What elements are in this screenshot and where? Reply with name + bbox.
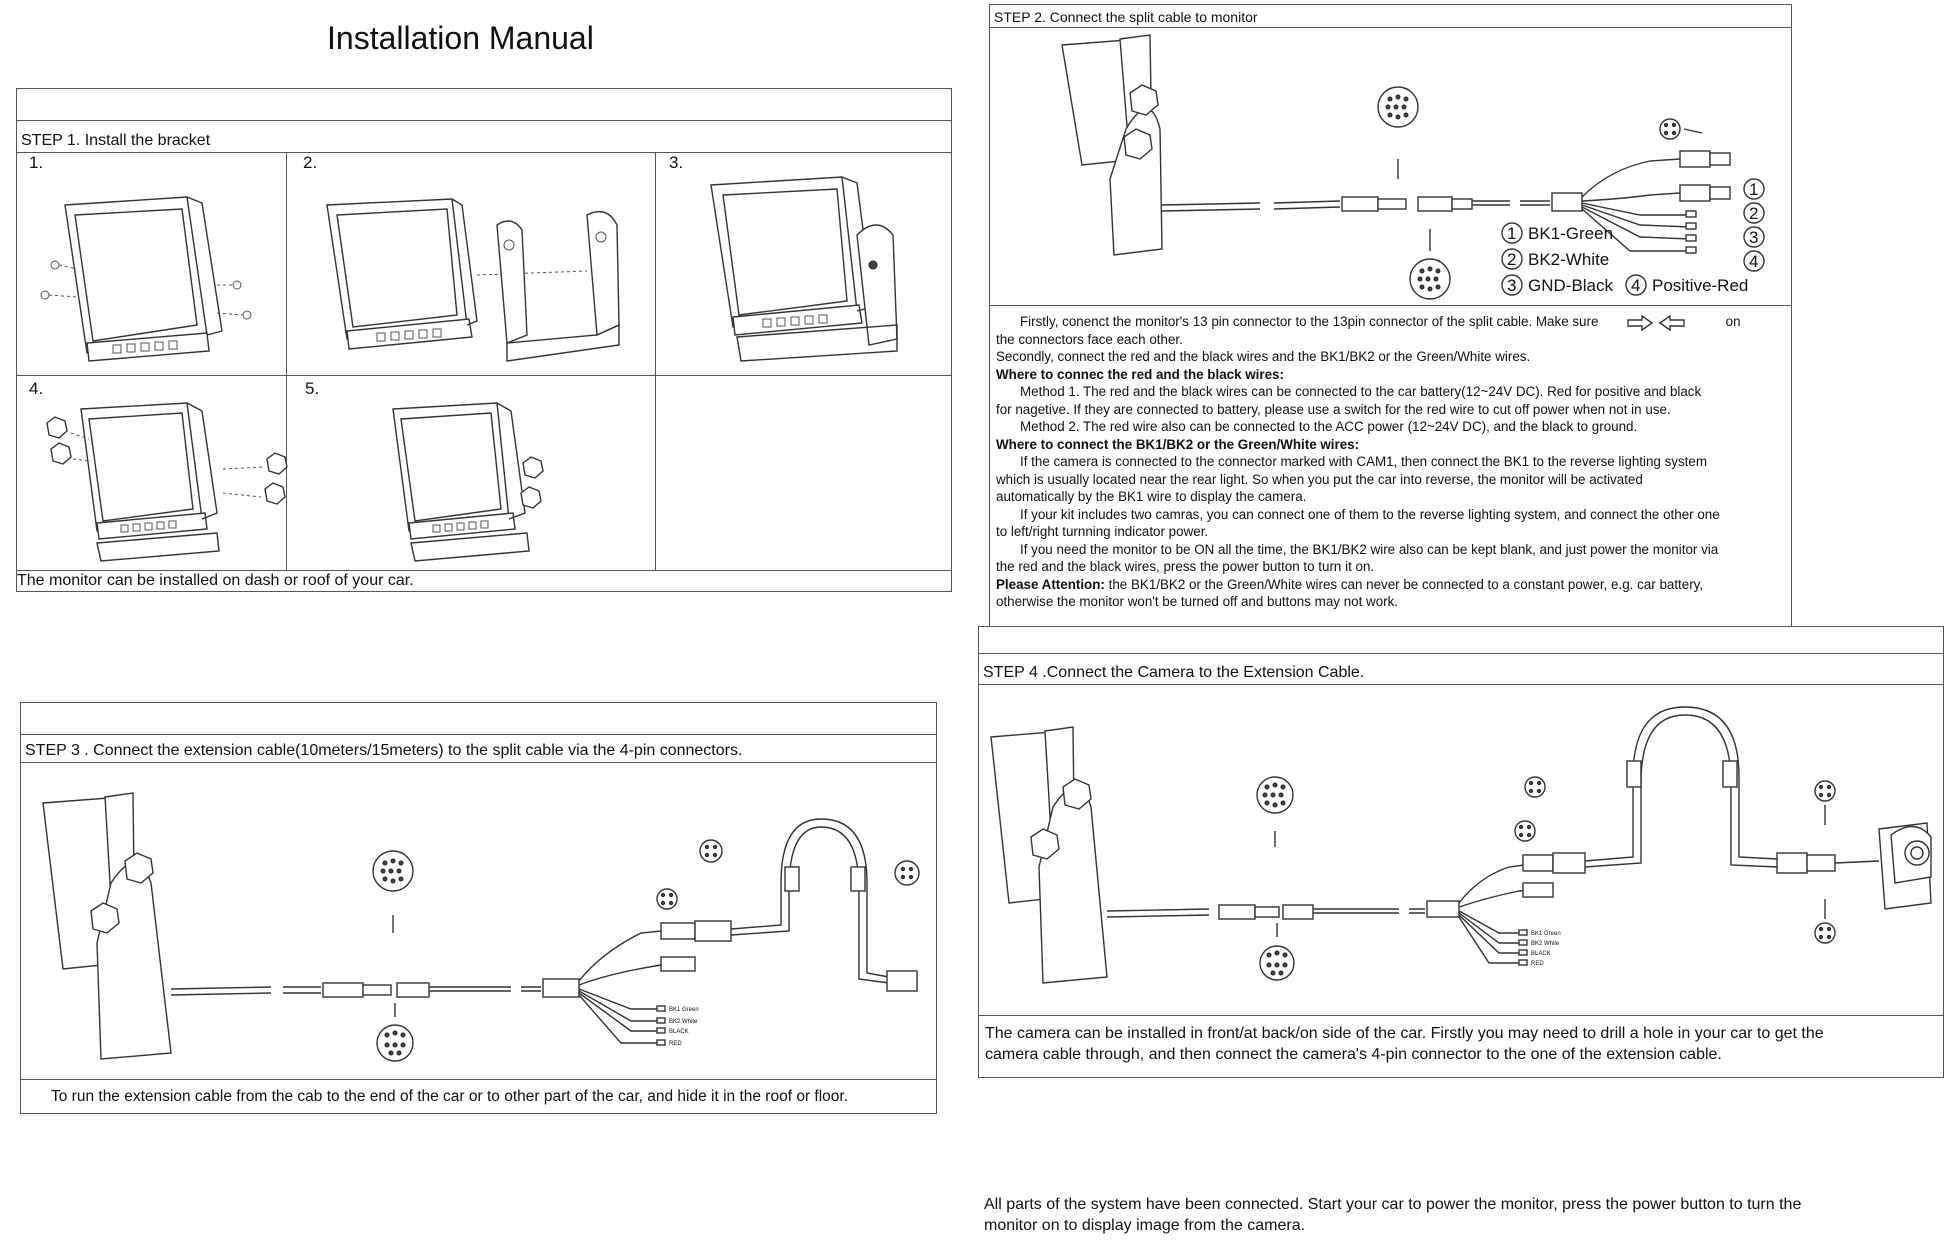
step1-footer: The monitor can be installed on dash or roof of your car.: [17, 572, 414, 589]
step2-panel: [989, 4, 1792, 627]
cell-number-3: 3.: [669, 153, 684, 172]
cell-number-5: 5.: [305, 379, 320, 398]
wire-label-positive-red: Positive-Red: [1652, 276, 1749, 295]
step1-top-strip: [17, 89, 951, 121]
step2-heading-bk: Where to connect the BK1/BK2 or the Green/White wires:: [996, 436, 1360, 452]
wire-legend: [1500, 221, 1749, 301]
step2-p1c: the connectors face each other.: [996, 331, 1183, 347]
camera-connection-diagram: [979, 687, 1939, 1013]
step4-wire-label-2: BK2 White: [1531, 941, 1560, 947]
legend-num-2: 2: [1507, 250, 1517, 269]
step2-attention-a: the BK1/BK2 or the Green/White wires can never be connected to a constant power, e.g. car battery,: [1108, 576, 1704, 592]
step2-attention-b: otherwise the monitor won't be turned off and buttons may not work.: [996, 594, 1399, 609]
step4-panel: [978, 626, 1944, 1078]
step4-wire-label-3: BLACK: [1531, 951, 1551, 957]
monitor-on-bracket-illustration: [697, 155, 937, 365]
step2-attention-label: Please Attention: [996, 576, 1101, 592]
step3-panel: [20, 702, 937, 1114]
wire-number-2: 2: [1749, 204, 1759, 223]
wire-label-bk2-white: BK2-White: [1528, 250, 1610, 269]
cell-number-1: 1.: [29, 153, 44, 172]
monitor-knobs-illustration: [27, 389, 277, 569]
step2-method2: Method 2. The red wire also can be connected to the ACC power (12~24V DC), and the black to ground.: [1020, 419, 1638, 434]
step4-footer-line-2: camera cable through, and then connect the camera's 4-pin connector to the one of the extension cable.: [985, 1046, 1722, 1063]
wire-number-4: 4: [1749, 252, 1759, 271]
step2-c3a: If you need the monitor to be ON all the time, the BK1/BK2 wire also can be kept blank, and just power the monitor via: [1020, 541, 1719, 557]
step2-c1a: If the camera is connected to the connector marked with CAM1, then connect the BK1 to the reverse lighting system: [1020, 454, 1707, 469]
step4-wire-label-4: RED: [1531, 961, 1544, 967]
step3-top-strip: [21, 703, 936, 735]
final-note-line-2: monitor on to display image from the camera.: [984, 1217, 1306, 1234]
step3-wire-label-2: BK2 White: [669, 1019, 698, 1025]
step2-c1b: which is usually located near the rear light. So when you put the car into reverse, the monitor will be activated: [996, 471, 1643, 487]
step4-wire-label-1: BK1 Green: [1531, 931, 1561, 937]
step3-header: STEP 3 . Connect the extension cable(10meters/15meters) to the split cable via the 4-pin connectors.: [21, 735, 936, 763]
step2-p1b: on: [1725, 314, 1741, 329]
step2-instructions: Firstly, conenct the monitor's 13 pin connector to the 13pin connector of the split cable. Make sure on the connectors face each other. Secondly, connect the red and the black wires and the BK1/BK2 or the Green/White wires. Where to connec the red and the black wires: Method 1. The red and the black wires can be connected to the car battery(12~24V DC). Red for positive and black for nagetive. If they are connected to battery, please use a switch for the red wire to cut off power when not in use. Method 2. The red wire also can be connected to the ACC power (12~24V DC), and the black to ground. Where to connect the BK1/BK2 or the Green/White wires: If the camera is connected to the connector marked with CAM1, then connect the BK1 to the reverse lighting system which is usually located near the rear light. So when you put the car into reverse, the monitor will be activated automatically by the BK1 wire to display the camera. If your kit includes two camras, you can connect one of them to the reverse lighting system, and connect the other one to left/right turnning indicator power. If you need the monitor to be ON all the time, the BK1/BK2 wire also can be kept blank, and just power the monitor via the red and the black wires, press the power button to turn it on. Please Attention: the BK1/BK2 or the Green/White wires can never be connected to a constant power, e.g. car battery, otherwise the monitor won't be turned off and buttons may not work.: [996, 313, 1786, 611]
step2-p2: Secondly, connect the red and the black wires and the BK1/BK2 or the Green/White wires.: [996, 349, 1531, 364]
wire-label-bk1-green: BK1-Green: [1528, 224, 1614, 243]
monitor-front-illustration: [37, 185, 277, 355]
wire-number-3: 3: [1749, 228, 1759, 247]
step3-wire-label-3: BLACK: [669, 1029, 689, 1035]
step2-heading-red-black: Where to connec the red and the black wires:: [996, 366, 1284, 382]
step3-footer: To run the extension cable from the cab to the end of the car or to other part of the car, and hide it in the roof or floor.: [51, 1088, 849, 1105]
legend-num-4: 4: [1631, 276, 1641, 295]
step3-wire-label-4: RED: [669, 1041, 682, 1047]
extension-cable-diagram: [21, 763, 931, 1077]
wire-number-1: 1: [1749, 180, 1759, 199]
legend-num-3: 3: [1507, 276, 1517, 295]
final-note-line-1: All parts of the system have been connected. Start your car to power the monitor, press the power button to turn the: [984, 1196, 1802, 1213]
step4-footer: [985, 1023, 1935, 1065]
step2-c2a: If your kit includes two camras, you can connect one of them to the reverse lighting system, and connect the other one: [1020, 506, 1720, 522]
legend-num-1: 1: [1507, 224, 1517, 243]
cell-number-2: 2.: [303, 153, 318, 172]
arrow-left-icon: [1634, 315, 1662, 329]
step2-method1a: Method 1. The red and the black wires can be connected to the car battery(12~24V DC). Red for positive and black: [1020, 384, 1702, 399]
step2-p1a: Firstly, conenct the monitor's 13 pin connector to the 13pin connector of the split cable. Make sure: [1020, 314, 1599, 329]
step2-c1c: automatically by the BK1 wire to display the camera.: [996, 489, 1307, 504]
step1-panel: [16, 88, 952, 592]
cell-number-4: 4.: [29, 379, 44, 398]
step2-c2b: to left/right turnning indicator power.: [996, 524, 1209, 539]
wire-label-gnd-black: GND-Black: [1528, 276, 1614, 295]
step3-wire-label-1: BK1 Green: [669, 1007, 699, 1013]
monitor-bracket-illustration: [307, 185, 647, 365]
step1-header: STEP 1. Install the bracket: [17, 121, 951, 153]
step2-c3b: the red and the black wires, press the power button to turn it on.: [996, 559, 1375, 574]
arrow-right-icon: [1602, 315, 1630, 329]
step4-footer-line-1: The camera can be installed in front/at back/on side of the car. Firstly you may need to drill a hole in your car to get the: [985, 1025, 1824, 1042]
step4-header: STEP 4 .Connect the Camera to the Extension Cable.: [979, 653, 1943, 685]
step2-method1b: for nagetive. If they are connected to battery, please use a switch for the red wire to cut off power when not in use.: [996, 401, 1671, 417]
final-note: [984, 1194, 1934, 1236]
step2-header: STEP 2. Connect the split cable to monitor: [990, 5, 1791, 28]
page-title: Installation Manual: [327, 20, 594, 56]
monitor-mounted-illustration: [377, 389, 577, 569]
